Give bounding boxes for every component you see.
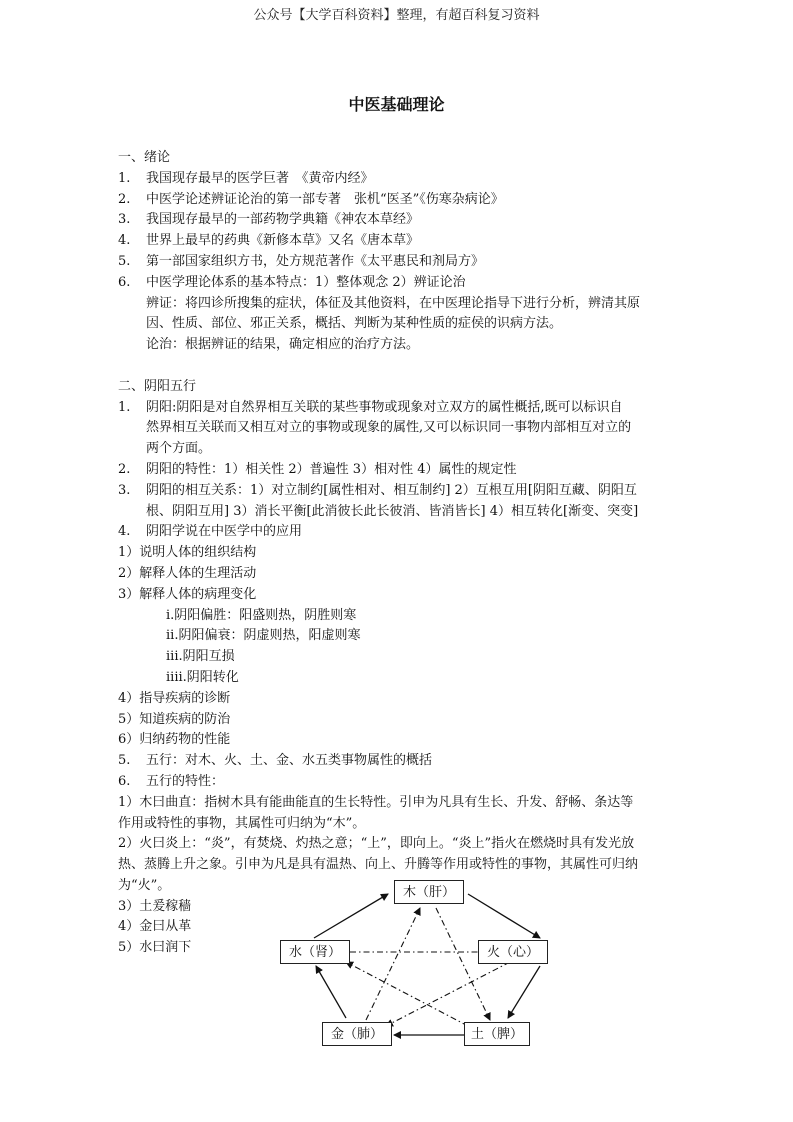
metal-property: 4）金曰从革 bbox=[118, 919, 192, 935]
item-text: 阴阳的相互关系：1）对立制约[属性相对、相互制约] 2）互根互用[阴阳互藏、阴阳互 bbox=[146, 482, 637, 498]
arrow-wood-to-fire bbox=[468, 894, 540, 938]
section-heading-intro: 一、绪论 bbox=[118, 150, 171, 165]
bianzheng-line-1: 辨证：将四诊所搜集的症状，体征及其他资料，在中医理论指导下进行分析，辨清其原 bbox=[146, 295, 641, 311]
lunzhi-text: 论治：根据辨证的结果，确定相应的治疗方法。 bbox=[146, 337, 420, 353]
list-item bbox=[118, 231, 688, 252]
item-number: 2. bbox=[118, 191, 131, 207]
arrow-metal-to-wood bbox=[366, 908, 420, 1020]
fire-property-line-3: 为“火”。 bbox=[118, 877, 171, 893]
item-text: 中医学论述辨证论治的第一部专著 张机“医圣”《伤寒杂病论》 bbox=[146, 191, 504, 207]
arrow-water-to-wood bbox=[314, 894, 388, 938]
sub-item: i.阴阳偏胜：阳盛则热，阴胜则寒 bbox=[166, 607, 357, 623]
fire-property-line-1: 2）火曰炎上：“炎”，有焚烧、灼热之意；“上”，即向上。“炎上”指火在燃烧时具有发光放 bbox=[118, 836, 635, 852]
list-item bbox=[118, 751, 688, 772]
arrow-earth-to-water bbox=[346, 962, 468, 1026]
node-water: 水（肾） bbox=[280, 940, 350, 964]
node-metal: 金（肺） bbox=[322, 1022, 392, 1046]
section-heading-yinyang: 二、阴阳五行 bbox=[118, 378, 197, 394]
item-text: 我国现存最早的医学巨著 《黄帝内经》 bbox=[146, 170, 374, 186]
item-text: 阴阳:阴阳是对自然界相互关联的某些事物或现象对立双方的属性概括,既可以标识自 bbox=[146, 399, 623, 415]
item-number: 5. bbox=[118, 253, 131, 269]
bianzheng-line-2: 因、性质、部位、邪正关系，概括、判断为某种性质的症侯的识病方法。 bbox=[146, 316, 563, 332]
page-title: 中医基础理论 bbox=[348, 95, 445, 114]
application-item: 1）说明人体的组织结构 bbox=[118, 545, 257, 561]
item-number: 3. bbox=[118, 212, 131, 228]
list-item bbox=[118, 252, 688, 273]
application-item: 4）指导疾病的诊断 bbox=[118, 690, 231, 706]
list-item bbox=[118, 273, 688, 294]
five-elements-diagram bbox=[278, 880, 548, 1052]
item-number: 6. bbox=[118, 773, 131, 789]
page-header: 公众号【大学百科资料】整理，有超百科复习资料 bbox=[253, 8, 540, 23]
list-item bbox=[118, 460, 688, 481]
list-item bbox=[118, 522, 688, 543]
item-number: 4. bbox=[118, 233, 131, 249]
list-item bbox=[118, 772, 688, 793]
item-text: 世界上最早的药典《新修本草》又名《唐本草》 bbox=[146, 233, 420, 249]
item-continuation: 然界相互关联而又相互对立的事物或现象的属性,又可以标识同一事物内部相互对立的 bbox=[146, 420, 632, 436]
list-item bbox=[118, 190, 688, 211]
arrow-fire-to-metal bbox=[386, 962, 510, 1026]
list-item bbox=[118, 398, 688, 419]
item-text: 五行的特性： bbox=[146, 773, 225, 789]
node-earth: 土（脾） bbox=[464, 1022, 530, 1046]
item-text: 五行：对木、火、土、金、水五类事物属性的概括 bbox=[146, 753, 433, 769]
item-number: 5. bbox=[118, 753, 131, 769]
item-number: 2. bbox=[118, 461, 131, 477]
document-body bbox=[118, 148, 688, 959]
arrow-metal-to-water bbox=[316, 966, 346, 1018]
node-fire: 火（心） bbox=[478, 940, 548, 964]
sub-item: iii.阴阳互损 bbox=[166, 649, 235, 665]
water-property: 5）水曰润下 bbox=[118, 940, 192, 956]
application-item: 6）归纳药物的性能 bbox=[118, 732, 231, 748]
list-item bbox=[118, 210, 688, 231]
item-text: 阴阳学说在中医学中的应用 bbox=[146, 524, 303, 540]
application-item: 3）解释人体的病理变化 bbox=[118, 586, 257, 602]
item-text: 第一部国家组织方书，处方规范著作《太平惠民和剂局方》 bbox=[146, 253, 485, 269]
item-number: 1. bbox=[118, 170, 131, 186]
fire-property-line-2: 热、蒸腾上升之象。引申为凡是具有温热、向上、升腾等作用或特性的事物，其属性可归纳 bbox=[118, 857, 639, 873]
wood-property-line-1: 1）木曰曲直：指树木具有能曲能直的生长特性。引申为凡具有生长、升发、舒畅、条达等 bbox=[118, 794, 634, 810]
application-item: 5）知道疾病的防治 bbox=[118, 711, 231, 727]
item-text: 我国现存最早的一部药物学典籍《神农本草经》 bbox=[146, 212, 420, 228]
application-item: 2）解释人体的生理活动 bbox=[118, 565, 257, 581]
item-number: 1. bbox=[118, 399, 131, 415]
wood-property-line-2: 作用或特性的事物，其属性可归纳为“木”。 bbox=[118, 815, 366, 831]
list-item bbox=[118, 169, 688, 190]
arrow-wood-to-earth bbox=[436, 908, 490, 1020]
sub-item: ii.阴阳偏衰：阴虚则热，阳虚则寒 bbox=[166, 628, 361, 644]
item-continuation: 两个方面。 bbox=[146, 441, 212, 457]
list-item bbox=[118, 481, 688, 502]
item-number: 4. bbox=[118, 524, 131, 540]
item-number: 6. bbox=[118, 274, 131, 290]
item-text: 阴阳的特性：1）相关性 2）普遍性 3）相对性 4）属性的规定性 bbox=[146, 461, 517, 477]
sub-item: iiii.阴阳转化 bbox=[166, 669, 239, 685]
arrow-fire-to-earth bbox=[508, 966, 540, 1018]
node-wood: 木（肝） bbox=[394, 880, 464, 904]
item-continuation: 根、阴阳互用] 3）消长平衡[此消彼长此长彼消、皆消皆长] 4）相互转化[渐变、突变] bbox=[146, 503, 639, 519]
earth-property: 3）土爰稼穑 bbox=[118, 898, 192, 914]
item-number: 3. bbox=[118, 482, 131, 498]
item-text: 中医学理论体系的基本特点：1）整体观念 2）辨证论治 bbox=[146, 274, 466, 290]
